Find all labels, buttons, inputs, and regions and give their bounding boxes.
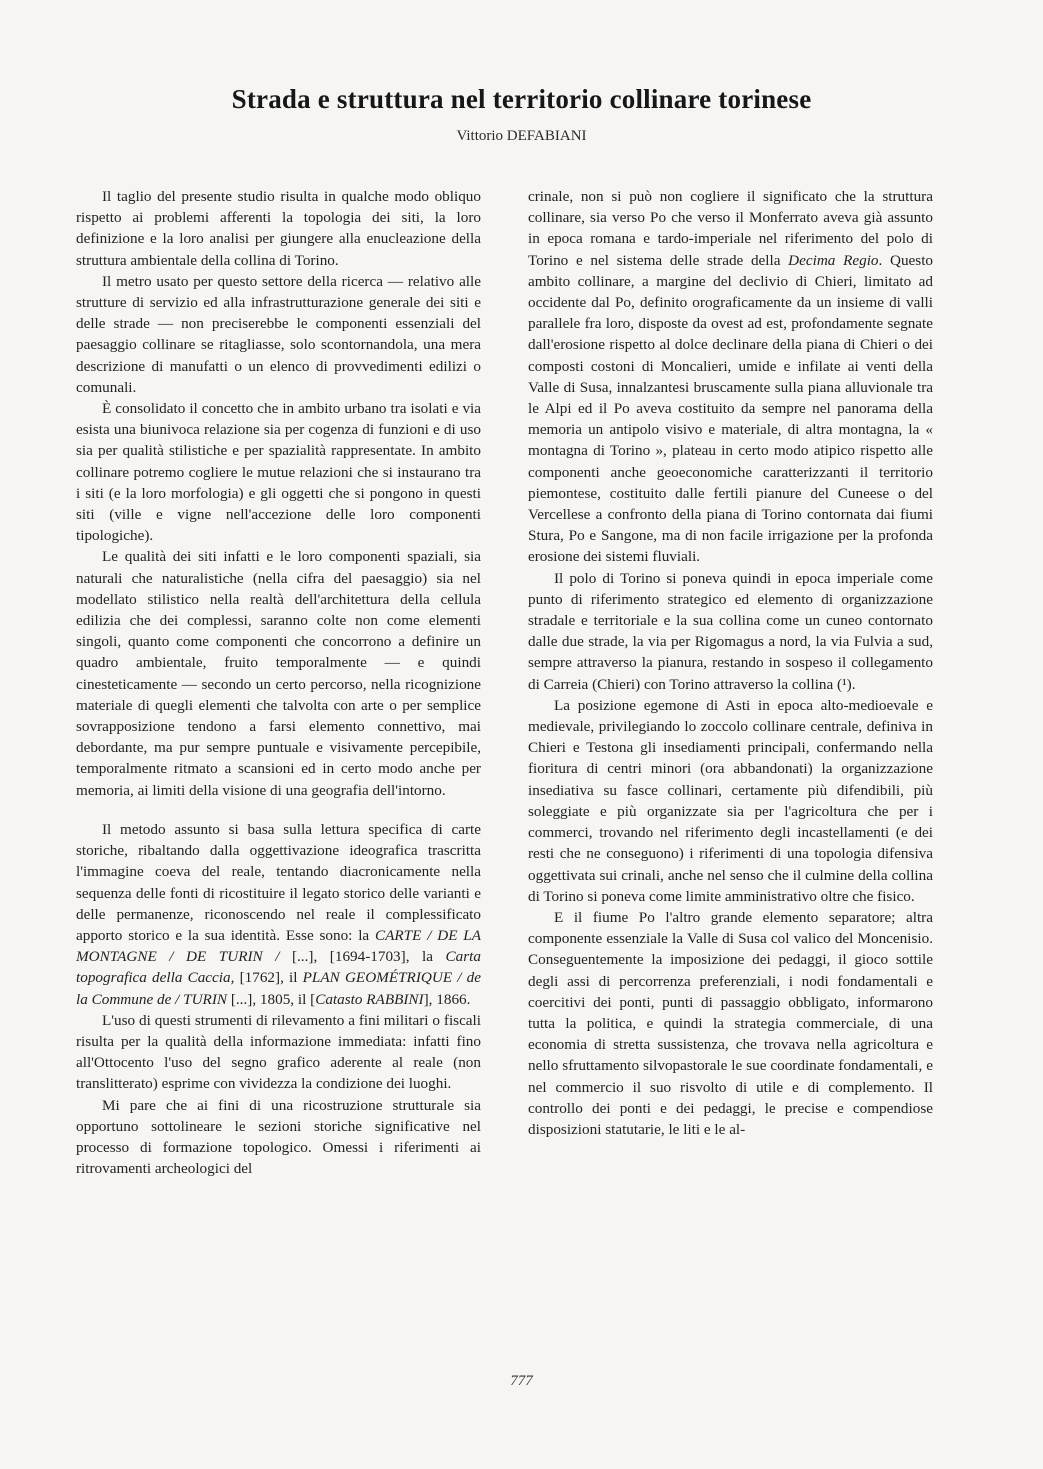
text-span: ], 1866. (423, 990, 471, 1008)
source-title: Catasto RABBINI (315, 990, 424, 1008)
text-span: . Questo ambito collinare, a margine del declivio di Chieri, limitato ad occidente dal Po, definito orograficamente da un insieme di valli parallele fra loro, disposte da ovest ad est, profondamente segnate dall'erosione rispetto al dolce declinare della piana di Chieri o dei composti costoni di Moncalieri, umide e infilate ai venti della Valle di Susa, innalzantesi bruscamente sulla piana alluvionale tra le Alpi ed il Po aveva costituito da sempre nel panorama della memoria un antipolo visivo e materiale, di altra montagna, la « montagna di Torino », plateau in certo modo atipico rispetto alle componenti anche geoeconomiche caratterizzanti il territorio piemontese, costituito dalle fertili pianure del Cuneese o del Vercellese a confronto della piana di Torino contornata dai fiumi Stura, Po e Sangone, ma di non facile irrigazione per la profonda erosione dei sistemi fluviali. (528, 251, 934, 566)
right-column (528, 186, 933, 1140)
page-number: 777 (510, 1373, 533, 1389)
text-span: [1762], il (234, 969, 303, 987)
paragraph-continued (528, 186, 933, 568)
paragraph: La posizione egemone di Asti in epoca alto-medioevale e medievale, privilegiando lo zoccolo collinare centrale, definiva in Chieri e Testona gli insediamenti principali, confermando nella fioritura di centri minori (ora abbandonati) la organizzazione insediativa su fasce collinari, certamente più difendibili, più soleggiate e più organizzate sia per l'agricoltura che per i commerci, trovando nel riferimento degli incastellamenti (e dei resti che ne conseguono) i riferimenti di una topologia difensiva oggettivata sui crinali, anche nel senso che il culmine della collina di Torino si poneva come limite amministrativo oltre che fisico. (528, 696, 933, 905)
text-span: Il metodo assunto si basa sulla lettura specifica di carte storiche, ribaltando dalla oggettivazione ideografica trascritta l'immagine coeva del reale, tentando diacronicamente nella sequenza delle fonti di ricostituire il legato storico delle varianti e delle permanenze, riconoscendo nel reale il complessificato apporto storico e la sua identità. Esse sono: la (76, 820, 481, 944)
source-title: PLAN GEOMÉTRIQUE / de la Commune de / TURIN (76, 969, 481, 1008)
emphasis: Decima Regio (788, 251, 879, 269)
text-span: crinale, non si può non cogliere il significato che la struttura collinare, sia verso Po che verso il Monferrato aveva già assunto in epoca romana e tardo-imperiale nel riferimento del polo di Torino e nel sistema delle strade della (528, 188, 933, 269)
paragraph: E il fiume Po l'altro grande elemento separatore; altra componente essenziale la Valle di Susa col valico del Moncenisio. Conseguentemente la imposizione dei pedaggi, il gioco sottile degli assi di percorrenza preferenziali, i nodi fondamentali e coercitivi dei ponti, punti di passaggio obbligato, informarono tutta la politica, e quindi la strategia commerciale, di una economia di stretta sussistenza, che trovava nella agricoltura e nello sfruttamento silvopastorale le sue coordinate fondamentali, e nel commercio il suo risvolto di utile e di complemento. Il controllo dei ponti e dei pedaggi, le precise e compendiose disposizioni statutarie, le liti e le al- (528, 908, 933, 1138)
paragraph: L'uso di questi strumenti di rilevamento a fini militari o fiscali risulta per la qualità della informazione immediata: infatti fino all'Ottocento l'uso del segno grafico aderente al reale (non translitterato) esprime con vividezza la condizione dei luoghi. (76, 1011, 481, 1093)
paragraph: Il taglio del presente studio risulta in qualche modo obliquo rispetto ai problemi afferenti la topologia dei siti, la loro definizione e la loro analisi per giungere alla enucleazione della struttura ambientale della collina di Torino. (76, 188, 481, 269)
paragraph: È consolidato il concetto che in ambito urbano tra isolati e via esista una biunivoca relazione sia per cogenza di funzioni e di uso sia per qualità stilistiche e per spazialità rappresentate. In ambito collinare potremo cogliere le mutue relazioni che si instaurano tra i siti (e la loro morfologia) e gli oggetti che si pongono in questi siti (ville e vigne nell'accezione delle loro componenti tipologiche). (76, 400, 481, 545)
source-title: CARTE / DE LA MONTAGNE / DE TURIN / (76, 926, 481, 966)
text-span: [...], 1805, il [ (227, 990, 316, 1008)
article-author: Vittorio DEFABIANI (456, 128, 587, 144)
left-column (76, 186, 481, 1179)
text-span: [...], [1694-1703], la (279, 948, 446, 966)
article-title: Strada e struttura nel territorio collinare torinese (231, 84, 812, 114)
paragraph: Mi pare che ai fini di una ricostruzione strutturale sia opportuno sottolineare le sezioni storiche significative nel processo di formazione topologico. Omessi i riferimenti ai ritrovamenti archeologici del (76, 1096, 481, 1178)
paragraph: Il polo di Torino si poneva quindi in epoca imperiale come punto di riferimento strategico ed elemento di organizzazione stradale e territoriale e la sua collina come un cuneo contornato dalle due strade, la via per Rigomagus a nord, la via Fulvia a sud, sempre attraverso la pianura, restando in sospeso il collegamento di Carreia (Chieri) con Torino attraverso la collina (¹). (528, 569, 933, 693)
paragraph: Il metro usato per questo settore della ricerca — relativo alle strutture di servizio ed alla infrastrutturazione generale dei siti e delle strade — non preciserebbe le componenti essenziali del paesaggio collinare se ritagliasse, solo scontornandola, una mera descrizione di manufatti o un elenco di provvedimenti edilizi o comunali. (76, 272, 481, 396)
source-title: Carta topografica della Caccia, (76, 948, 481, 987)
paragraph-sources (76, 819, 481, 1010)
paragraph: Le qualità dei siti infatti e le loro componenti spaziali, sia naturali che naturalistiche (nella cifra del paesaggio) sia nel modellato stilistico nella realtà dell'architettura della cellula edilizia che dei complessi, saranno colte non come elementi singoli, quanto come componenti che concorrono a definire un quadro ambientale, fruito temporalmente — e quindi cinesteticamente — secondo un certo percorso, nella ricognizione materiale di quegli elementi che talvolta con arte o per semplice sovrapposizione tendono a farsi elemento connettivo, mai debordante, ma pur sempre puntuale e visivamente percepibile, temporalmente ritmato a scansioni ed in certo modo anche per memoria, ai limiti della visione di una geografia dell'intorno. (76, 548, 481, 799)
